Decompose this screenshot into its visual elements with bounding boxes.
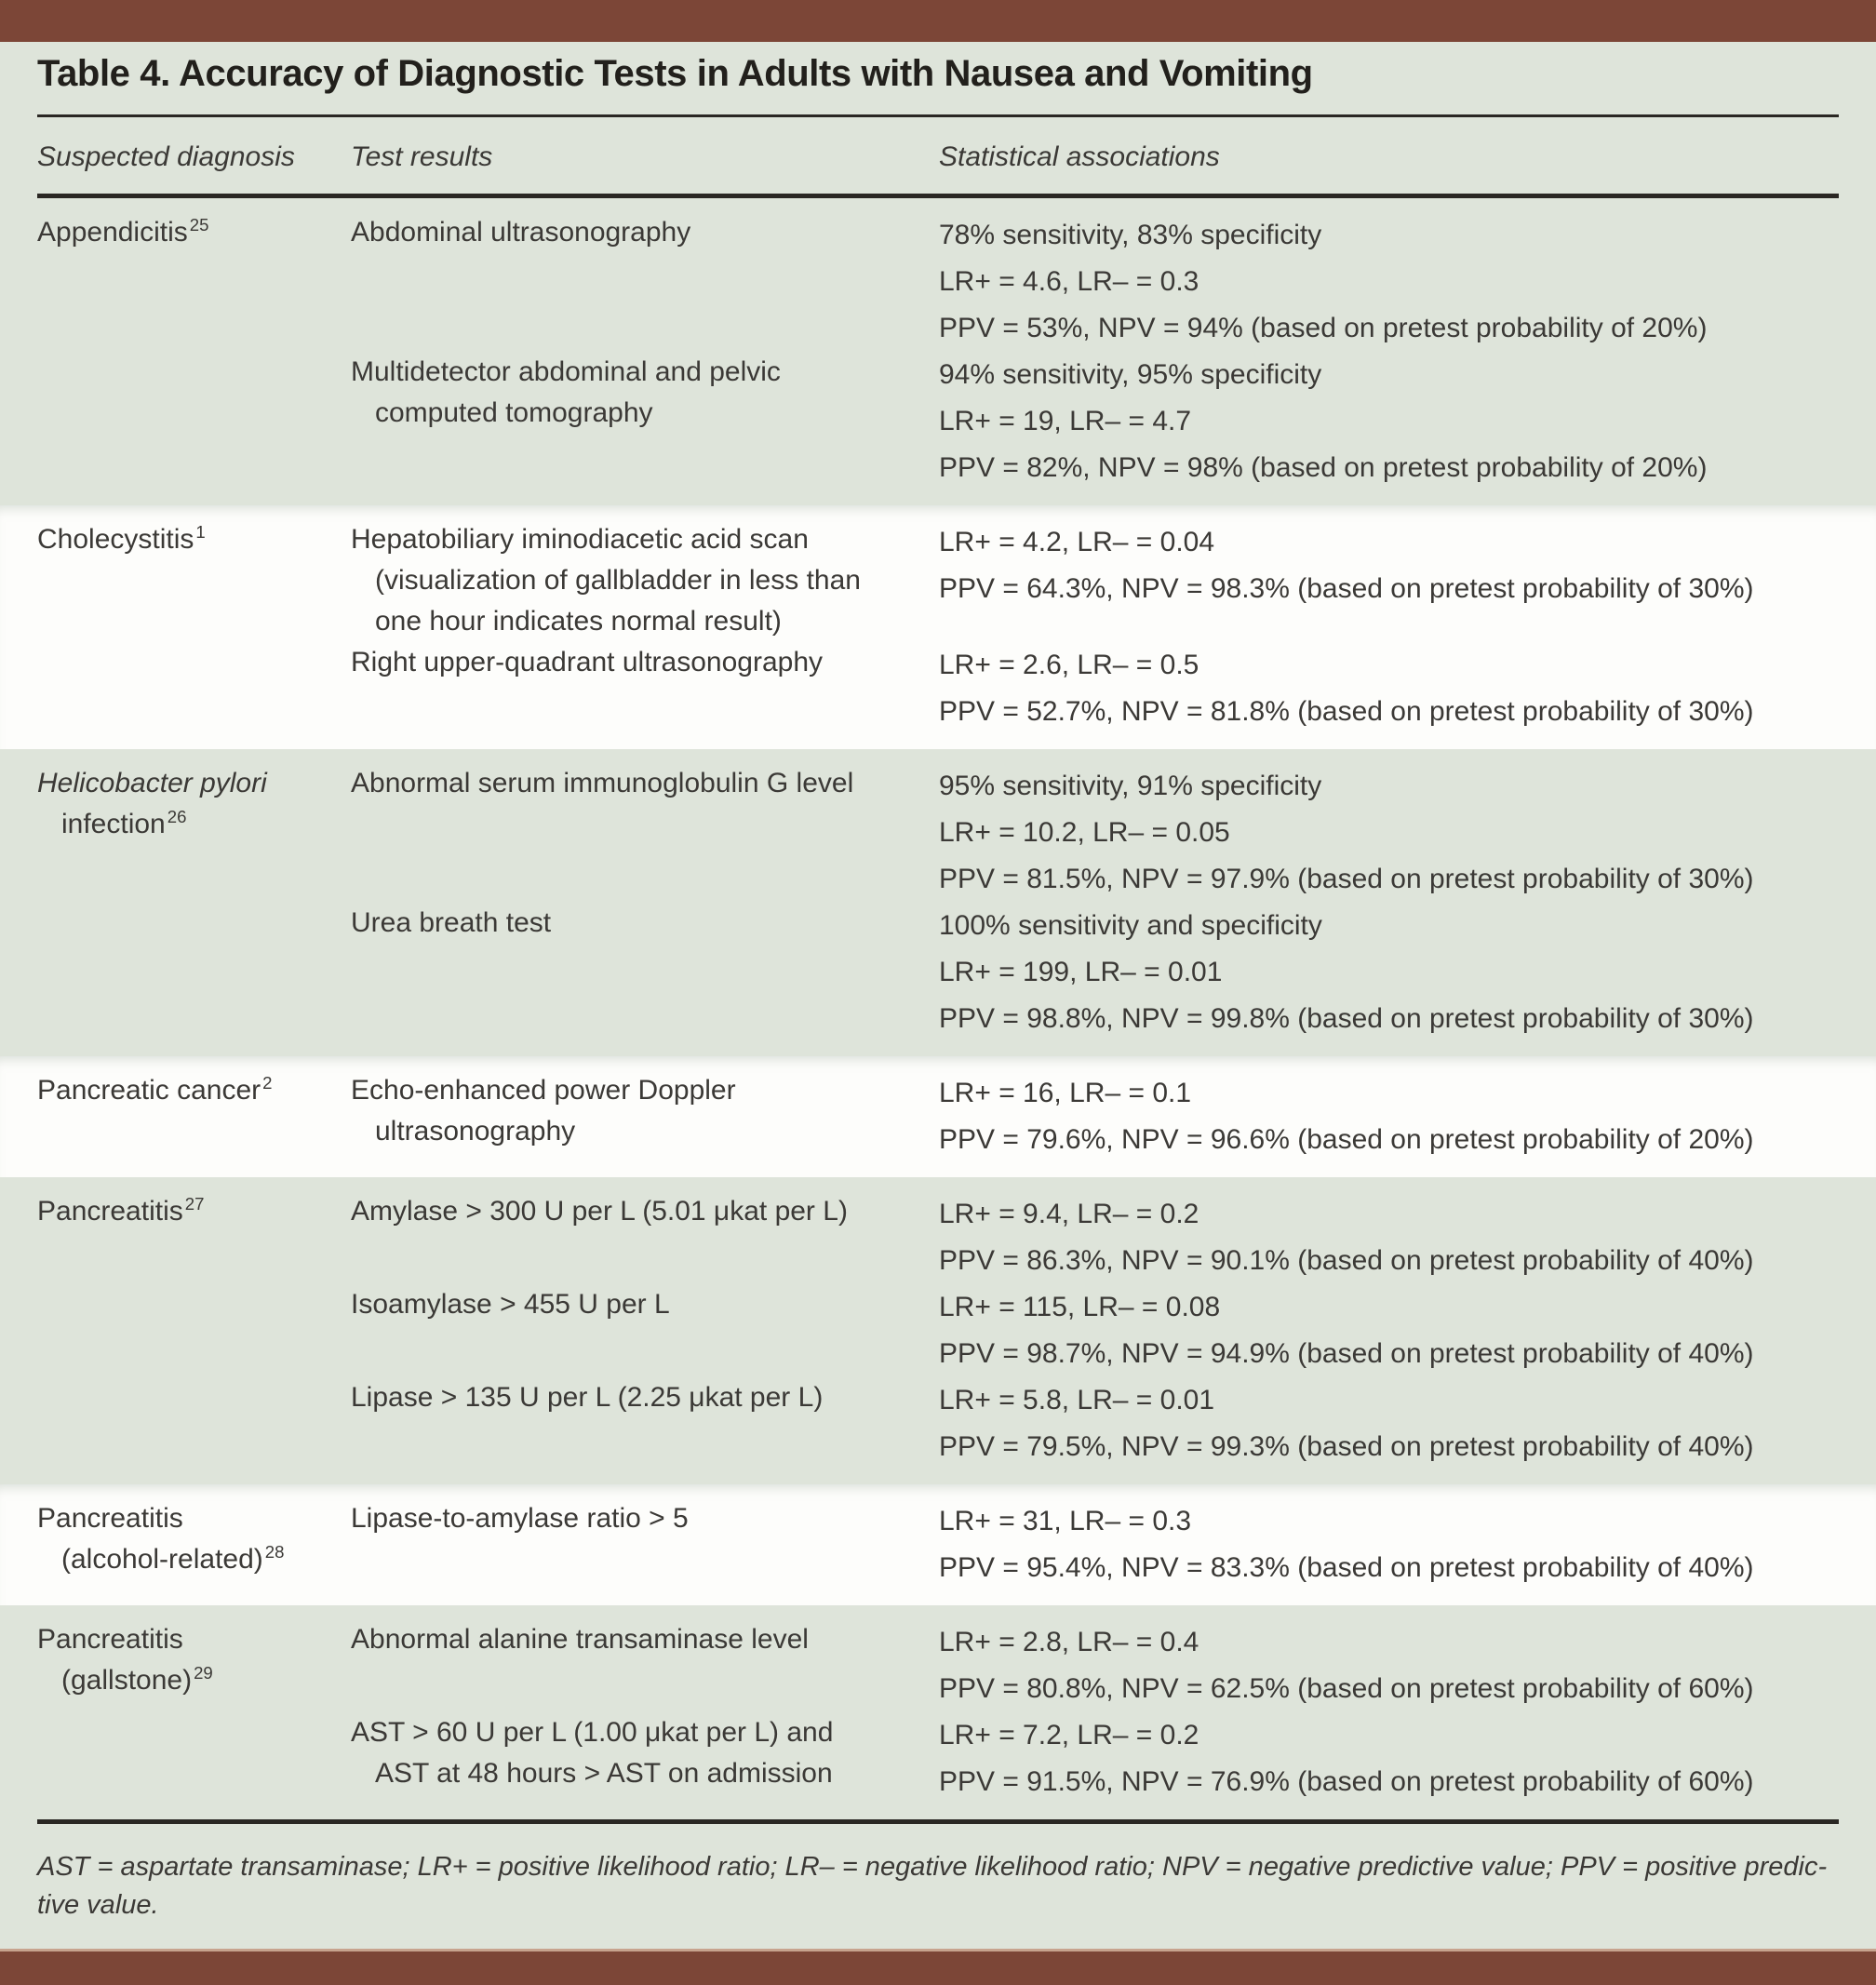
test-entry — [351, 1712, 1839, 1805]
abbreviation-note-line: tive value. — [37, 1890, 159, 1920]
test-result-line: computed tomography — [375, 397, 653, 428]
table-row — [0, 198, 1876, 505]
column-header-row — [37, 117, 1839, 194]
test-result-line: Abnormal alanine transaminase level — [351, 1624, 809, 1655]
statistics-cell — [939, 903, 1839, 1042]
test-entry — [351, 352, 1839, 491]
column-header-suspected-diagnosis: Suspected diagnosis — [37, 141, 295, 172]
test-result-cell — [351, 1712, 939, 1805]
abbreviation-note — [37, 1848, 1839, 1925]
statistics-cell — [939, 1284, 1839, 1377]
test-result-line: one hour indicates normal result) — [375, 606, 782, 637]
diagnosis-line: Pancreatitis — [37, 1624, 183, 1655]
test-entries — [351, 519, 1839, 735]
statistic-line: LR+ = 199, LR– = 0.01 — [939, 957, 1223, 987]
test-entries — [351, 1619, 1839, 1805]
statistics-cell — [939, 1619, 1839, 1712]
test-result-cell — [351, 212, 939, 352]
statistic-line: LR+ = 16, LR– = 0.1 — [939, 1078, 1192, 1108]
statistic-line: PPV = 53%, NPV = 94% (based on pretest probability of 20%) — [939, 313, 1708, 343]
statistic-line: LR+ = 31, LR– = 0.3 — [939, 1506, 1192, 1536]
table-row — [0, 1605, 1876, 1819]
test-result-cell — [351, 1498, 939, 1591]
table-row — [0, 1056, 1876, 1177]
statistic-line: 78% sensitivity, 83% specificity — [939, 220, 1322, 250]
diagnosis-line: (gallstone) $^{29}$ — [61, 1663, 213, 1696]
bottom-border-bar — [0, 1949, 1876, 1985]
statistics-cell — [939, 212, 1839, 352]
table-row — [0, 749, 1876, 1056]
statistic-line: PPV = 81.5%, NPV = 97.9% (based on pretest probability of 30%) — [939, 864, 1754, 894]
statistic-line: PPV = 79.5%, NPV = 99.3% (based on pretest probability of 40%) — [939, 1431, 1754, 1462]
test-result-cell — [351, 1377, 939, 1470]
test-result-cell — [351, 642, 939, 735]
statistic-line: PPV = 82%, NPV = 98% (based on pretest probability of 20%) — [939, 452, 1708, 483]
statistic-line: LR+ = 9.4, LR– = 0.2 — [939, 1199, 1199, 1229]
diagnosis-line: Cholecystitis $^1$ — [37, 522, 206, 555]
test-result-cell — [351, 903, 939, 1042]
statistic-line: PPV = 80.8%, NPV = 62.5% (based on pretest probability of 60%) — [939, 1673, 1754, 1704]
statistics-cell — [939, 1070, 1839, 1163]
statistic-line: PPV = 98.7%, NPV = 94.9% (based on pretest probability of 40%) — [939, 1338, 1754, 1369]
test-result-line: AST > 60 U per L (1.00 μkat per L) and — [351, 1717, 834, 1748]
statistics-cell — [939, 1712, 1839, 1805]
statistic-line: LR+ = 10.2, LR– = 0.05 — [939, 817, 1230, 848]
statistic-line: PPV = 91.5%, NPV = 76.9% (based on pretest probability of 60%) — [939, 1766, 1754, 1797]
test-entry — [351, 763, 1839, 903]
column-header-test-results: Test results — [351, 141, 493, 172]
test-result-line: ultrasonography — [375, 1116, 576, 1147]
statistic-line: LR+ = 115, LR– = 0.08 — [939, 1292, 1221, 1322]
test-result-line: Isoamylase > 455 U per L — [351, 1289, 670, 1320]
statistic-line: PPV = 95.4%, NPV = 83.3% (based on pretest probability of 40%) — [939, 1552, 1754, 1583]
test-entries — [351, 1498, 1839, 1591]
diagnosis-cell — [37, 1498, 351, 1591]
statistics-cell — [939, 352, 1839, 491]
column-header-statistical-associations: Statistical associations — [939, 141, 1220, 172]
test-entry — [351, 903, 1839, 1042]
test-entry — [351, 1377, 1839, 1470]
statistic-line: LR+ = 19, LR– = 4.7 — [939, 406, 1192, 436]
statistics-cell — [939, 1377, 1839, 1470]
test-entry — [351, 1191, 1839, 1284]
test-result-cell — [351, 1070, 939, 1163]
test-entry — [351, 1284, 1839, 1377]
diagnosis-cell — [37, 519, 351, 735]
diagnosis-cell — [37, 1619, 351, 1805]
diagnosis-line: Helicobacter pylori — [37, 768, 267, 798]
statistic-line: PPV = 86.3%, NPV = 90.1% (based on pretest probability of 40%) — [939, 1245, 1754, 1276]
statistic-line: LR+ = 4.6, LR– = 0.3 — [939, 266, 1199, 297]
test-result-line: Abdominal ultrasonography — [351, 217, 691, 248]
statistic-line: LR+ = 7.2, LR– = 0.2 — [939, 1720, 1199, 1750]
table-row — [0, 1484, 1876, 1605]
test-result-line: Amylase > 300 U per L (5.01 μkat per L) — [351, 1196, 848, 1227]
statistic-line: LR+ = 5.8, LR– = 0.01 — [939, 1385, 1215, 1415]
diagnosis-line: Appendicitis $^{25}$ — [37, 215, 209, 248]
diagnosis-cell — [37, 212, 351, 491]
statistics-cell — [939, 1498, 1839, 1591]
test-result-cell — [351, 1284, 939, 1377]
test-entries — [351, 1070, 1839, 1163]
test-entry — [351, 1619, 1839, 1712]
statistic-line: LR+ = 2.6, LR– = 0.5 — [939, 650, 1199, 680]
statistic-line: 100% sensitivity and specificity — [939, 910, 1322, 941]
test-result-line: AST at 48 hours > AST on admission — [375, 1758, 833, 1789]
test-result-line: Hepatobiliary iminodiacetic acid scan — [351, 524, 809, 555]
diagnosis-cell — [37, 1070, 351, 1163]
test-result-line: Multidetector abdominal and pelvic — [351, 356, 781, 387]
test-entry — [351, 1498, 1839, 1591]
test-entries — [351, 763, 1839, 1042]
statistic-line: PPV = 64.3%, NPV = 98.3% (based on pretest probability of 30%) — [939, 573, 1754, 604]
test-result-line: Echo-enhanced power Doppler — [351, 1075, 736, 1106]
diagnosis-line: Pancreatitis $^{27}$ — [37, 1194, 205, 1227]
test-result-cell — [351, 1619, 939, 1712]
table-row — [0, 1177, 1876, 1484]
test-entry — [351, 212, 1839, 352]
table-row — [0, 505, 1876, 749]
test-result-line: Right upper-quadrant ultrasonography — [351, 647, 823, 677]
diagnosis-cell — [37, 763, 351, 1042]
test-result-cell — [351, 352, 939, 491]
statistics-cell — [939, 642, 1839, 735]
statistics-cell — [939, 763, 1839, 903]
statistics-cell — [939, 1191, 1839, 1284]
test-entry — [351, 519, 1839, 642]
table-body — [0, 198, 1876, 1819]
diagnosis-line: infection $^{26}$ — [61, 807, 187, 839]
diagnosis-cell — [37, 1191, 351, 1470]
test-result-line: Lipase-to-amylase ratio > 5 — [351, 1503, 689, 1534]
diagnosis-line: Pancreatic cancer $^2$ — [37, 1073, 273, 1106]
test-result-line: (visualization of gallbladder in less than — [375, 565, 861, 596]
statistic-line: 95% sensitivity, 91% specificity — [939, 771, 1322, 801]
statistic-line: PPV = 98.8%, NPV = 99.8% (based on pretest probability of 30%) — [939, 1003, 1754, 1034]
abbreviation-note-line: AST = aspartate transaminase; LR+ = positive likelihood ratio; LR– = negative likelihood ratio; NPV = negative predictive value; PPV = positive predic- — [37, 1852, 1828, 1882]
test-result-line: Urea breath test — [351, 907, 552, 938]
test-result-cell — [351, 763, 939, 903]
statistic-line: PPV = 79.6%, NPV = 96.6% (based on pretest probability of 20%) — [939, 1124, 1754, 1155]
statistic-line: LR+ = 4.2, LR– = 0.04 — [939, 527, 1215, 557]
test-entry — [351, 1070, 1839, 1163]
test-entries — [351, 1191, 1839, 1470]
statistics-cell — [939, 519, 1839, 642]
test-result-cell — [351, 1191, 939, 1284]
diagnosis-line: (alcohol-related) $^{28}$ — [61, 1542, 285, 1575]
test-result-line: Abnormal serum immunoglobulin G level — [351, 768, 854, 798]
statistic-line: 94% sensitivity, 95% specificity — [939, 359, 1322, 390]
top-border-bar — [0, 0, 1876, 42]
test-result-cell — [351, 519, 939, 642]
footer-divider — [37, 1819, 1839, 1824]
diagnosis-line: Pancreatitis — [37, 1503, 183, 1534]
statistic-line: PPV = 52.7%, NPV = 81.8% (based on pretest probability of 30%) — [939, 696, 1754, 727]
test-entry — [351, 642, 1839, 735]
test-entries — [351, 212, 1839, 491]
statistic-line: LR+ = 2.8, LR– = 0.4 — [939, 1627, 1199, 1657]
test-result-line: Lipase > 135 U per L (2.25 μkat per L) — [351, 1382, 824, 1413]
table-title: Table 4. Accuracy of Diagnostic Tests in Adults with Nausea and Vomiting — [37, 53, 1313, 94]
